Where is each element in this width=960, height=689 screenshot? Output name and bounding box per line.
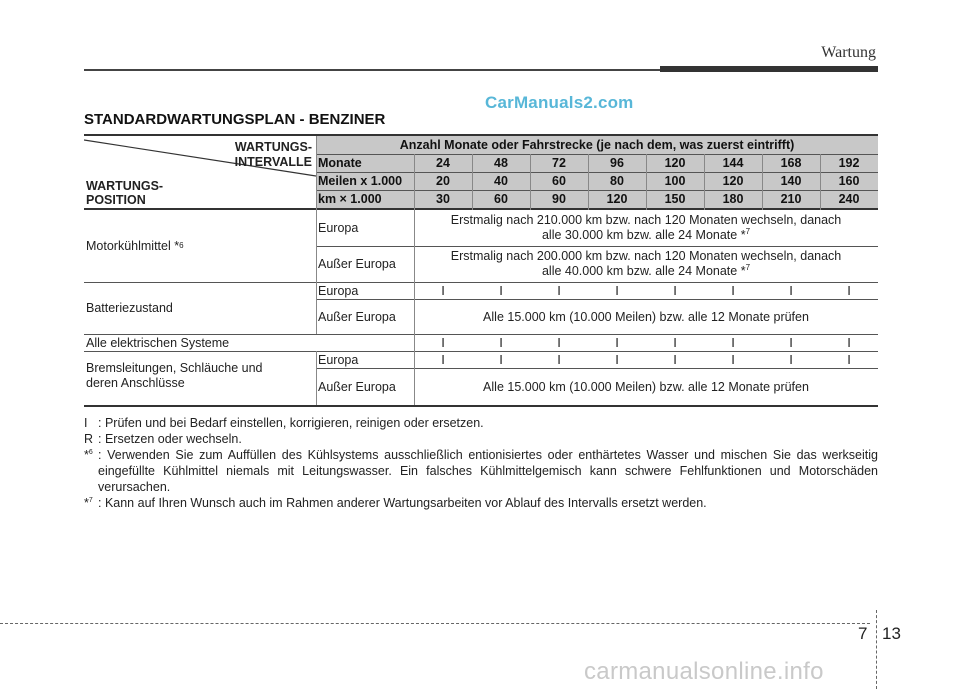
item-coolant: Motorkühlmittel * 6 xyxy=(86,239,184,253)
km-value: 180 xyxy=(704,190,762,208)
battery-outside-text: Alle 15.000 km (10.000 Meilen) bzw. alle 12 Monate prüfen xyxy=(483,309,809,324)
inspect-mark: I xyxy=(847,352,851,367)
km-value: 60 xyxy=(472,190,530,208)
position-label xyxy=(86,178,226,208)
col-rule xyxy=(316,136,317,334)
note-text: : Prüfen und bei Bedarf einstellen, korrigieren, reinigen oder ersetzen. xyxy=(98,416,484,430)
header-bottom-rule xyxy=(84,208,878,210)
rule xyxy=(84,334,878,335)
brakes-outside-text: Alle 15.000 km (10.000 Meilen) bzw. alle 12 Monate prüfen xyxy=(483,379,809,394)
region-europe: Europa xyxy=(318,352,359,367)
inspect-mark: I xyxy=(731,352,735,367)
note-key: * xyxy=(84,448,89,462)
rule xyxy=(84,351,878,352)
col-rule xyxy=(704,154,705,210)
chapter-number: 7 xyxy=(858,624,868,643)
km-value: 210 xyxy=(762,190,820,208)
col-rule xyxy=(472,154,473,210)
rule xyxy=(316,172,878,173)
note-key-sup: 7 xyxy=(88,496,93,504)
km-value: 240 xyxy=(820,190,878,208)
km-value: 120 xyxy=(588,190,646,208)
inspect-mark: I xyxy=(673,283,677,298)
watermark-bottom: carmanualsonline.info xyxy=(584,658,824,685)
inspect-mark: I xyxy=(847,283,851,298)
note-key-sup: 6 xyxy=(88,448,93,456)
row-label-miles: Meilen x 1.000 xyxy=(316,172,414,190)
item-coolant-label: Motorkühlmittel * xyxy=(86,239,180,253)
miles-value: 60 xyxy=(530,172,588,190)
rule xyxy=(316,154,878,155)
interval-label-line1: WARTUNGS- xyxy=(234,140,312,154)
inspect-mark: I xyxy=(557,335,561,350)
months-value: 144 xyxy=(704,154,762,172)
col-rule xyxy=(820,154,821,210)
miles-value: 20 xyxy=(414,172,472,190)
coolant-europe-line1: Erstmalig nach 210.000 km bzw. nach 120 Monaten wechseln, danach xyxy=(450,213,842,227)
header-rule xyxy=(84,69,660,71)
item-brake-lines xyxy=(84,351,316,405)
inspect-mark: I xyxy=(731,335,735,350)
table-top-header: Anzahl Monate oder Fahrstrecke (je nach dem, was zuerst eintrifft) xyxy=(316,136,878,154)
region-outside-europe: Außer Europa xyxy=(318,257,396,271)
note-key: R xyxy=(84,432,94,446)
inspect-mark: I xyxy=(789,352,793,367)
col-rule xyxy=(530,154,531,210)
miles-value: 120 xyxy=(704,172,762,190)
inspect-mark: I xyxy=(441,283,445,298)
region-outside-europe: Außer Europa xyxy=(318,309,396,324)
inspect-mark: I xyxy=(499,352,503,367)
rule xyxy=(84,282,878,283)
months-value: 120 xyxy=(646,154,704,172)
km-value: 150 xyxy=(646,190,704,208)
inspect-mark: I xyxy=(789,283,793,298)
rule xyxy=(316,299,878,300)
inspect-mark: I xyxy=(731,283,735,298)
note-key: I xyxy=(84,416,88,430)
inspect-mark: I xyxy=(673,352,677,367)
header-bar xyxy=(660,66,878,72)
coolant-outside-line2: alle 40.000 km bzw. alle 24 Monate * xyxy=(541,264,746,278)
inspect-mark: I xyxy=(557,352,561,367)
col-rule xyxy=(588,154,589,210)
km-value: 30 xyxy=(414,190,472,208)
note-key: * xyxy=(84,496,89,510)
page-number: 13 xyxy=(882,624,901,643)
miles-value: 100 xyxy=(646,172,704,190)
table-bottom-rule xyxy=(84,405,878,407)
legend-notes xyxy=(84,415,878,511)
miles-value: 160 xyxy=(820,172,878,190)
interval-label-line2: INTERVALLE xyxy=(234,155,312,169)
inspect-mark: I xyxy=(441,335,445,350)
footer-rule xyxy=(0,623,870,624)
coolant-outside-sup: 7 xyxy=(745,262,751,272)
col-rule xyxy=(316,351,317,405)
position-label-line1: WARTUNGS- xyxy=(86,179,164,193)
inspect-mark: I xyxy=(499,335,503,350)
item-brake-line1: Bremsleitungen, Schläuche und xyxy=(86,361,263,375)
item-electrical: Alle elektrischen Systeme xyxy=(86,335,230,350)
note-footnote-7 xyxy=(84,495,878,511)
months-value: 48 xyxy=(472,154,530,172)
note-text: : Kann auf Ihren Wunsch auch im Rahmen anderer Wartungsarbeiten vor Ablauf des Intervalls ersetzt werden. xyxy=(98,496,707,510)
coolant-outside-line1: Erstmalig nach 200.000 km bzw. nach 120 Monaten wechseln, danach xyxy=(450,249,842,263)
inspect-mark: I xyxy=(615,335,619,350)
months-value: 72 xyxy=(530,154,588,172)
maintenance-table xyxy=(84,134,878,407)
months-value: 24 xyxy=(414,154,472,172)
row-label-months: Monate xyxy=(316,154,414,172)
coolant-europe-line2: alle 30.000 km bzw. alle 24 Monate * xyxy=(541,228,746,242)
km-value: 90 xyxy=(530,190,588,208)
miles-value: 80 xyxy=(588,172,646,190)
inspect-mark: I xyxy=(441,352,445,367)
coolant-outside-text xyxy=(414,246,878,282)
item-brake-line2: deren Anschlüsse xyxy=(86,376,185,390)
coolant-europe-sup: 7 xyxy=(745,226,751,236)
col-rule xyxy=(762,154,763,210)
note-replace xyxy=(84,431,878,447)
rule xyxy=(316,246,878,247)
page-title: STANDARDWARTUNGSPLAN - BENZINER xyxy=(84,111,386,128)
miles-value: 40 xyxy=(472,172,530,190)
note-text: : Ersetzen oder wechseln. xyxy=(98,432,242,446)
inspect-mark: I xyxy=(847,335,851,350)
months-value: 192 xyxy=(820,154,878,172)
note-text: : Verwenden Sie zum Auffüllen des Kühlsystems ausschließlich entionisiertes oder enthärtetes Wasser und mischen Sie das werkseitig eingefüllte Kühlmittel niemals mit Leitungswasser. Ein falsches Kühlmittelgemisch kann schwere Fehlfunktionen und Motorschäden verursachen. xyxy=(98,448,878,494)
note-inspect xyxy=(84,415,878,431)
inspect-mark: I xyxy=(557,283,561,298)
inspect-mark: I xyxy=(789,335,793,350)
inspect-mark: I xyxy=(615,352,619,367)
months-value: 96 xyxy=(588,154,646,172)
months-value: 168 xyxy=(762,154,820,172)
table-top-rule xyxy=(84,134,878,136)
watermark-top: CarManuals2.com xyxy=(485,93,634,112)
region-europe: Europa xyxy=(318,283,359,298)
section-name: Wartung xyxy=(821,44,876,61)
rule xyxy=(316,190,878,191)
footer-divider xyxy=(876,610,877,689)
inspect-mark: I xyxy=(499,283,503,298)
note-footnote-6 xyxy=(84,447,878,495)
col-rule xyxy=(646,154,647,210)
row-label-km: km × 1.000 xyxy=(316,190,414,208)
item-battery: Batteriezustand xyxy=(86,301,173,315)
miles-value: 140 xyxy=(762,172,820,190)
region-europe: Europa xyxy=(318,221,359,235)
rule xyxy=(316,368,878,369)
coolant-europe-text xyxy=(414,210,878,246)
inspect-mark: I xyxy=(615,283,619,298)
inspect-mark: I xyxy=(673,335,677,350)
region-outside-europe: Außer Europa xyxy=(318,379,396,394)
col-rule xyxy=(414,154,415,405)
position-label-line2: POSITION xyxy=(86,193,146,207)
interval-label xyxy=(84,138,316,172)
